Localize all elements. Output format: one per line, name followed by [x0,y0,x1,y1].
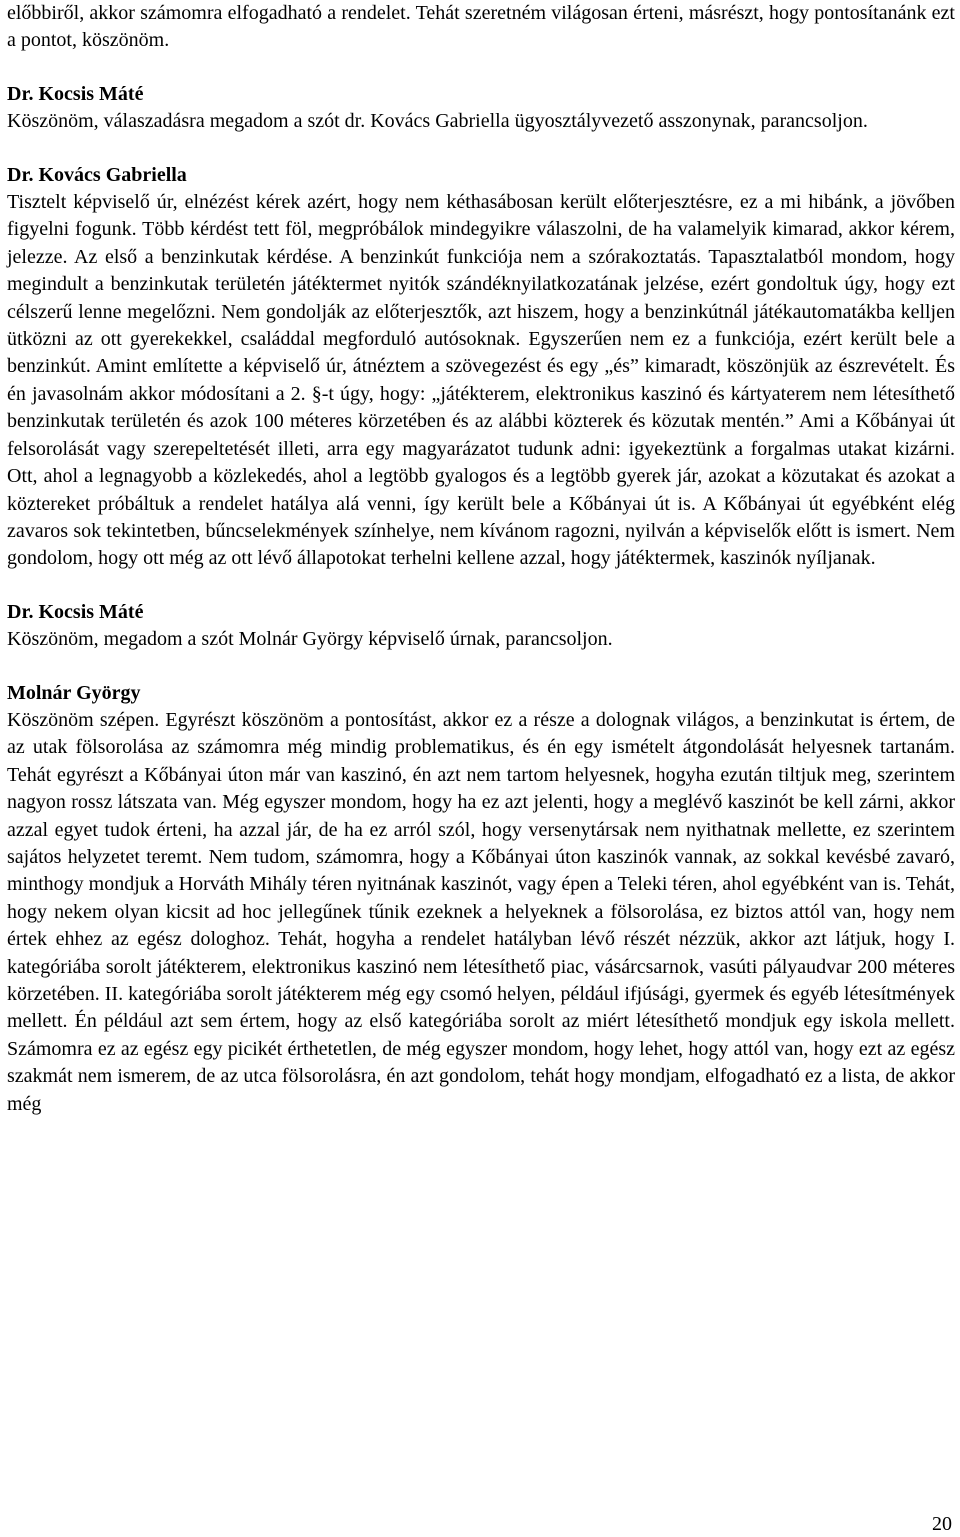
speaker-name: Dr. Kocsis Máté [7,82,144,105]
speech-block-molnar [7,680,955,1119]
speaker-name: Dr. Kocsis Máté [7,600,144,623]
speech-block-kocsis-1 [7,81,955,136]
speech-text: Köszönöm szépen. Egyrészt köszönöm a pontosítást, akkor ez a része a dolognak világos, a benzinkutat is értem, de az utak fölsorolása az számomra még mindig problematikus, és én egy ismételt átgondolását helyesnek tartanám. Tehát egyrészt a Kőbányai úton már van kaszinó, én azt nem tartom helyesnek, hogyha ezután tiltjuk meg, szerintem nagyon rossz látszata van. Még egyszer mondom, hogy ha ez azt jelenti, hogy a meglévő kaszinót be kell zárni, akkor azzal egyet tudok érteni, ha azzal jár, de ha ez arról szól, hogy versenytársak nem nyithatnak mellette, ez szerintem sajátos helyzetet teremt. Nem tudom, számomra, hogy a Kőbányai úton kaszinók vannak, az sokkal kevésbé zavaró, minthogy mondjuk a Horváth Mihály téren nyitnának kaszinót, vagy épen a Teleki téren, ahol egyébként van is. Tehát, hogy nekem olyan kicsit ad hoc jellegűnek tűnik ezeknek a helyeknek a fölsorolása, ez biztos attól van, hogy nem értek ehhez az egész dologhoz. Tehát, hogyha a rendelet hatályban lévő részét nézzük, akkor azt látjuk, hogy I. kategóriába sorolt játékterem, elektronikus kaszinó nem létesíthető piac, vásárcsarnok, vasúti pályaudvar 200 méteres körzetében. II. kategóriába sorolt játékterem még egy csomó helyen, például ifjúsági, gyermek és egyéb létesítmények mellett. Én például azt sem értem, hogy az első kategóriába sorolt az miért létesíthető mondjuk egy iskola mellett. Számomra ez az egész egy picikét érthetetlen, de még egyszer mondom, hogy lehet, hogy attól van, hogy ezt az egész szakmát nem ismerem, de az utca fölsorolásra, én azt gondolom, tehát hogy mondjam, elfogadható ez a lista, de akkor még [7,708,955,1115]
speech-text: Köszönöm, megadom a szót Molnár György képviselő úrnak, parancsoljon. [7,628,613,651]
speech-text: Köszönöm, válaszadásra megadom a szót dr. Kovács Gabriella ügyosztályvezető asszonynak, parancsoljon. [7,110,868,133]
speech-block-kocsis-2 [7,599,955,654]
speaker-name: Molnár György [7,681,141,704]
speech-block-kovacs [7,162,955,573]
speech-text: Tisztelt képviselő úr, elnézést kérek azért, hogy nem kéthasábosan került előterjesztésre, ez a mi hibánk, a jövőben figyelni fogunk. Több kérdést tett föl, megpróbálok mindegyikre válaszolni, de ha valamelyik kimarad, akkor kérem, jelezze. Az első a benzinkutak kérdése. A benzinkút funkciója nem a szórakoztatás. Tapasztalatból mondom, hogy megindult a benzinkutak területén játéktermet nyitók szándéknyilatkozatának jelzése, ezért gondoltuk úgy, hogy ezt célszerű lenne megelőzni. Nem gondolják az előterjesztők, azt hiszem, hogy a benzinkútnál játékautomatákba kelljen ütközni az ott gyerekekkel, családdal megforduló autósoknak. Egyszerűen nem ez a funkciója, ezért került bele a benzinkút. Amint említette a képviselő úr, átnéztem a szövegezést és egy „és” kimaradt, köszönjük az észrevételt. És én javasolnám akkor módosítani a 2. §-t úgy, hogy: „játékterem, elektronikus kaszinó és kártyaterem nem létesíthető benzinkutak területén és azok 100 méteres körzetében és az alábbi közterek és közutak mentén.” Ami a Kőbányai út felsorolását vagy szerepeltetését illeti, arra egy magyarázatot tudunk adni: igyekeztünk a forgalmas utakat kizárni. Ott, ahol a legnagyobb a közlekedés, ahol a legtöbb gyalogos és a legtöbb gyerek jár, azokat a közutakat és azokat a köztereket próbáltuk a rendelet hatálya alá venni, így került bele a Kőbányai út is. A Kőbányai út egyébként elég zavaros sok tekintetben, bűncselekmények színhelye, nem kívánom ragozni, nyilván a képviselők előtt is ismert. Nem gondolom, hogy ott még az ott lévő állapotokat terhelni kellene azzal, hogy játéktermek, kaszinók nyíljanak. [7,191,955,570]
document-page [7,0,955,1118]
speaker-name: Dr. Kovács Gabriella [7,163,187,186]
page-number: 20 [932,1513,952,1535]
continuation-paragraph: előbbiről, akkor számomra elfogadható a rendelet. Tehát szeretném világosan érteni, másrészt, hogy pontosítanánk ezt a pontot, köszönöm. [7,2,955,52]
